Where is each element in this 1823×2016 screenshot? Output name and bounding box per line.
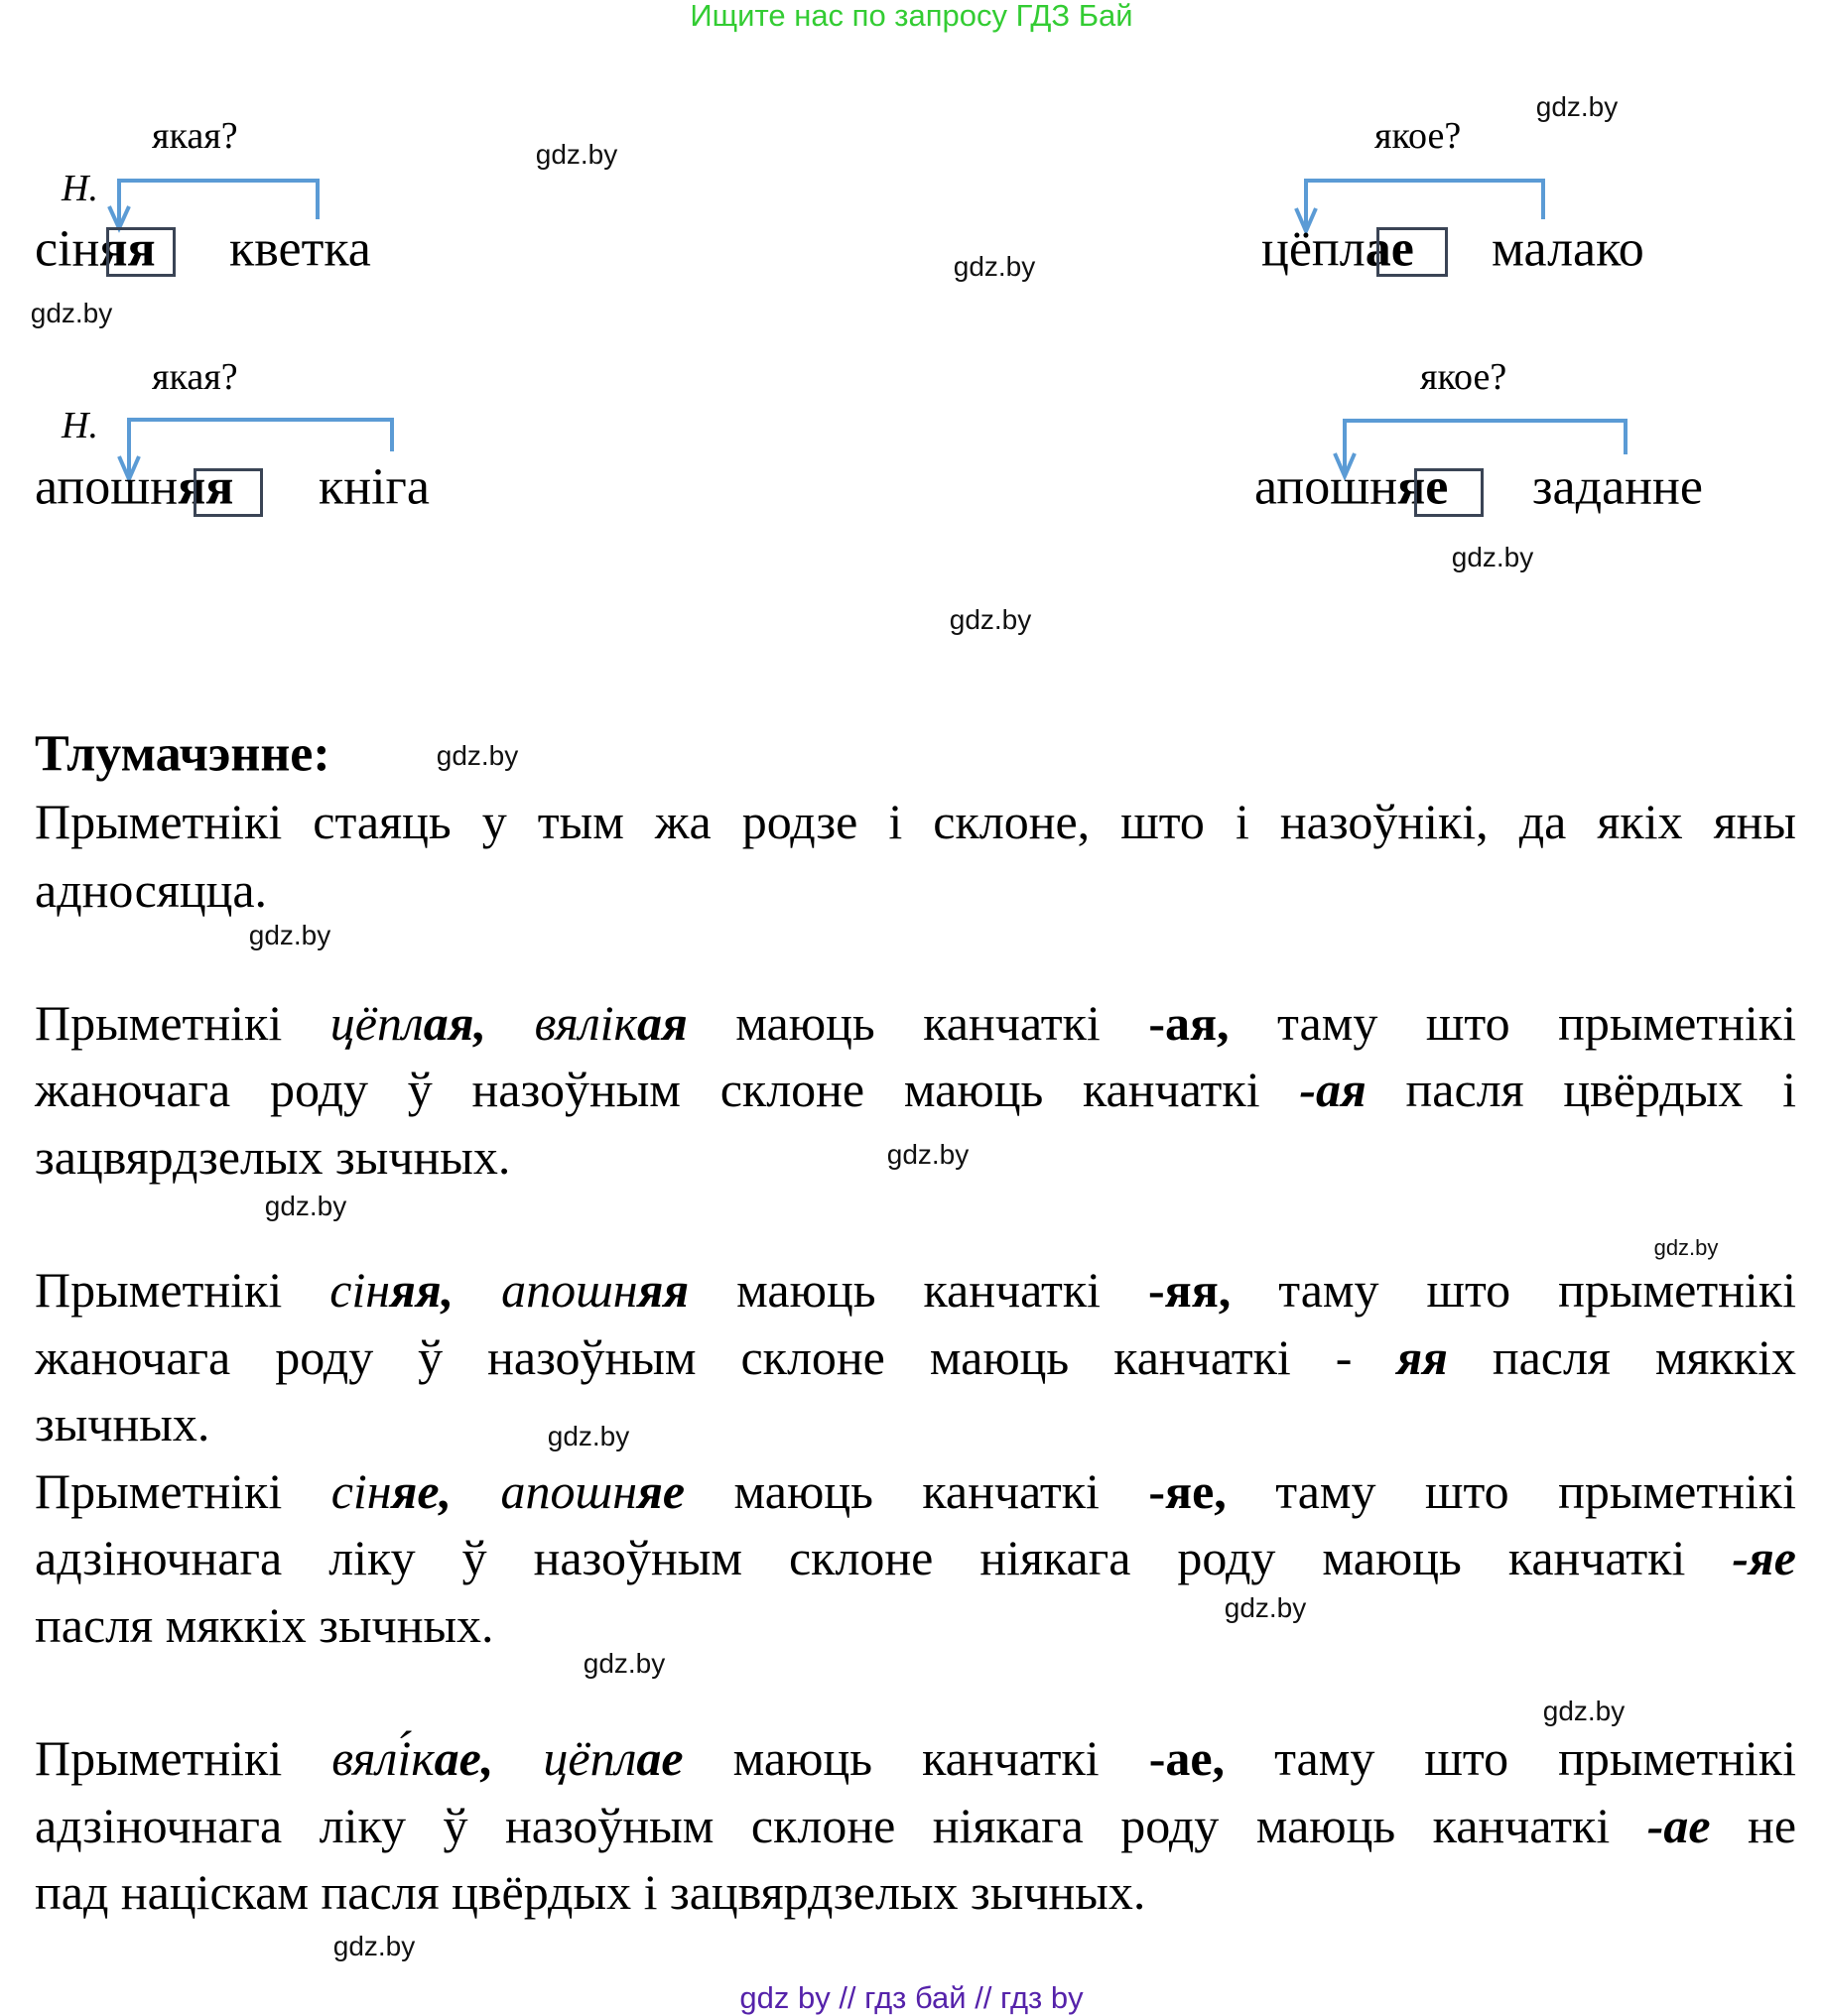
watermark: gdz.by (1653, 1235, 1719, 1260)
text-segment: цёпл (543, 1730, 637, 1786)
ending-box-2 (194, 468, 263, 517)
text-segment: цёпл (329, 995, 424, 1051)
case-mark-2: Н. (62, 405, 98, 446)
text-line (35, 1395, 1796, 1452)
text-segment (454, 1262, 501, 1318)
question-3: якое? (1374, 115, 1462, 157)
text-segment: жаночага роду ў назоўным склоне маюць канчаткі (35, 1062, 1300, 1117)
text-segment: жаночага роду ў назоўным склоне маюць канчаткі - (35, 1329, 1397, 1385)
stem: сін (35, 220, 100, 278)
text-segment: ая, (423, 995, 487, 1051)
stem: цёпл (1261, 220, 1366, 278)
text-segment: -ае, (1148, 1730, 1226, 1786)
ending: яе (1397, 458, 1449, 516)
text-segment: маюць канчаткі (689, 1262, 1148, 1318)
text-segment: маюць канчаткі (687, 995, 1149, 1051)
ending: ае (1365, 220, 1414, 278)
noun-4: заданне (1532, 458, 1703, 516)
text-segment: вялі́к (331, 1730, 435, 1786)
text-line (35, 793, 1796, 850)
text-segment: пасля цвёрдых і (1366, 1062, 1796, 1117)
explanation-title: Тлумачэнне: (35, 725, 330, 783)
text-segment: адносяцца. (35, 862, 268, 918)
text-segment: таму што прыметнікі (1226, 1463, 1797, 1519)
ending-box-3 (1376, 227, 1448, 277)
watermark: gdz.by (547, 1421, 630, 1451)
text-line (35, 1596, 1796, 1654)
text-segment: не (1710, 1798, 1797, 1853)
text-segment: Прыметнікі (35, 995, 330, 1051)
text-line (35, 994, 1796, 1052)
watermark: gdz.by (1224, 1592, 1307, 1623)
text-segment: сін (330, 1463, 392, 1519)
text-segment: -ая (1299, 1062, 1367, 1117)
question-1: якая? (152, 115, 238, 157)
text-segment: апошн (501, 1262, 638, 1318)
text-segment: адзіночнага ліку ў назоўным склоне ніякага роду маюць канчаткі (35, 1530, 1733, 1585)
noun-1: кветка (229, 220, 371, 278)
watermark: gdz.by (30, 298, 113, 328)
text-segment: Прыметнікі (35, 1730, 332, 1786)
text-segment: ае (636, 1730, 684, 1786)
watermark: gdz.by (1451, 542, 1534, 572)
text-segment: яе, (391, 1463, 453, 1519)
text-segment: яя (1396, 1329, 1448, 1385)
search-hint-header: Ищите нас по запросу ГДЗ Бай (690, 0, 1133, 33)
ending-box-4 (1414, 468, 1484, 517)
text-line (35, 1729, 1796, 1787)
text-segment: апошн (500, 1463, 638, 1519)
stem: апошн (1254, 458, 1398, 516)
watermark: gdz.by (436, 740, 519, 771)
text-line (35, 861, 1796, 919)
text-segment: зычных. (35, 1396, 210, 1451)
watermark: gdz.by (583, 1648, 666, 1679)
watermark: gdz.by (949, 604, 1032, 635)
text-segment: пасля мяккіх (1447, 1329, 1796, 1385)
ending: яя (178, 458, 234, 516)
ending: яя (99, 220, 156, 278)
text-segment: яя, (390, 1262, 455, 1318)
text-segment: пад націскам пасля цвёрдых і зацвярдзелых зычных. (35, 1864, 1146, 1920)
watermark: gdz.by (264, 1191, 347, 1221)
text-segment: Прыметнікі (35, 1463, 331, 1519)
footer-links: gdz by // гдз бай // гдз by (739, 1980, 1084, 2015)
text-segment: яя (637, 1262, 690, 1318)
text-segment: таму што прыметнікі (1229, 995, 1796, 1051)
watermark: gdz.by (953, 251, 1036, 282)
text-segment: -яя, (1148, 1262, 1232, 1318)
text-segment: пасля мяккіх зычных. (35, 1597, 494, 1653)
stem: апошн (35, 458, 179, 516)
text-segment: Прыметнікі стаяць у тым жа родзе і склоне, што і назоўнікі, да якіх яны (35, 794, 1796, 849)
text-segment: -яе, (1148, 1463, 1227, 1519)
text-segment (486, 995, 535, 1051)
text-segment: таму што прыметнікі (1225, 1730, 1797, 1786)
watermark: gdz.by (248, 920, 331, 950)
watermark: gdz.by (886, 1139, 970, 1170)
text-line (35, 1328, 1796, 1386)
text-segment (452, 1463, 500, 1519)
text-segment: Прыметнікі (35, 1262, 330, 1318)
ending-box-1 (106, 227, 176, 277)
noun-3: малако (1492, 220, 1644, 278)
text-segment: -ая, (1148, 995, 1230, 1051)
text-line (35, 1797, 1796, 1854)
text-segment: адзіночнага ліку ў назоўным склоне ніякага роду маюць канчаткі (35, 1798, 1647, 1853)
text-line (35, 1061, 1796, 1118)
watermark: gdz.by (535, 139, 618, 170)
text-segment: ае, (434, 1730, 494, 1786)
text-line (35, 1529, 1796, 1586)
text-line (35, 1462, 1796, 1520)
text-segment: таму што прыметнікі (1231, 1262, 1797, 1318)
watermark: gdz.by (332, 1931, 416, 1961)
watermark: gdz.by (1535, 91, 1619, 122)
noun-2: кніга (319, 458, 430, 516)
text-segment: вялік (534, 995, 637, 1051)
text-line (35, 1261, 1796, 1319)
text-segment (493, 1730, 543, 1786)
case-mark-1: Н. (62, 168, 98, 209)
text-line (35, 1863, 1796, 1921)
text-segment: сін (329, 1262, 391, 1318)
text-segment: -яе (1732, 1530, 1796, 1585)
text-segment: зацвярдзелых зычных. (35, 1129, 511, 1185)
watermark: gdz.by (1542, 1696, 1626, 1726)
text-segment: яе (637, 1463, 686, 1519)
text-segment: -ае (1646, 1798, 1711, 1853)
text-segment: ая (636, 995, 688, 1051)
question-4: якое? (1420, 356, 1507, 398)
text-segment: маюць канчаткі (685, 1463, 1149, 1519)
text-segment: маюць канчаткі (683, 1730, 1149, 1786)
question-2: якая? (152, 356, 238, 398)
